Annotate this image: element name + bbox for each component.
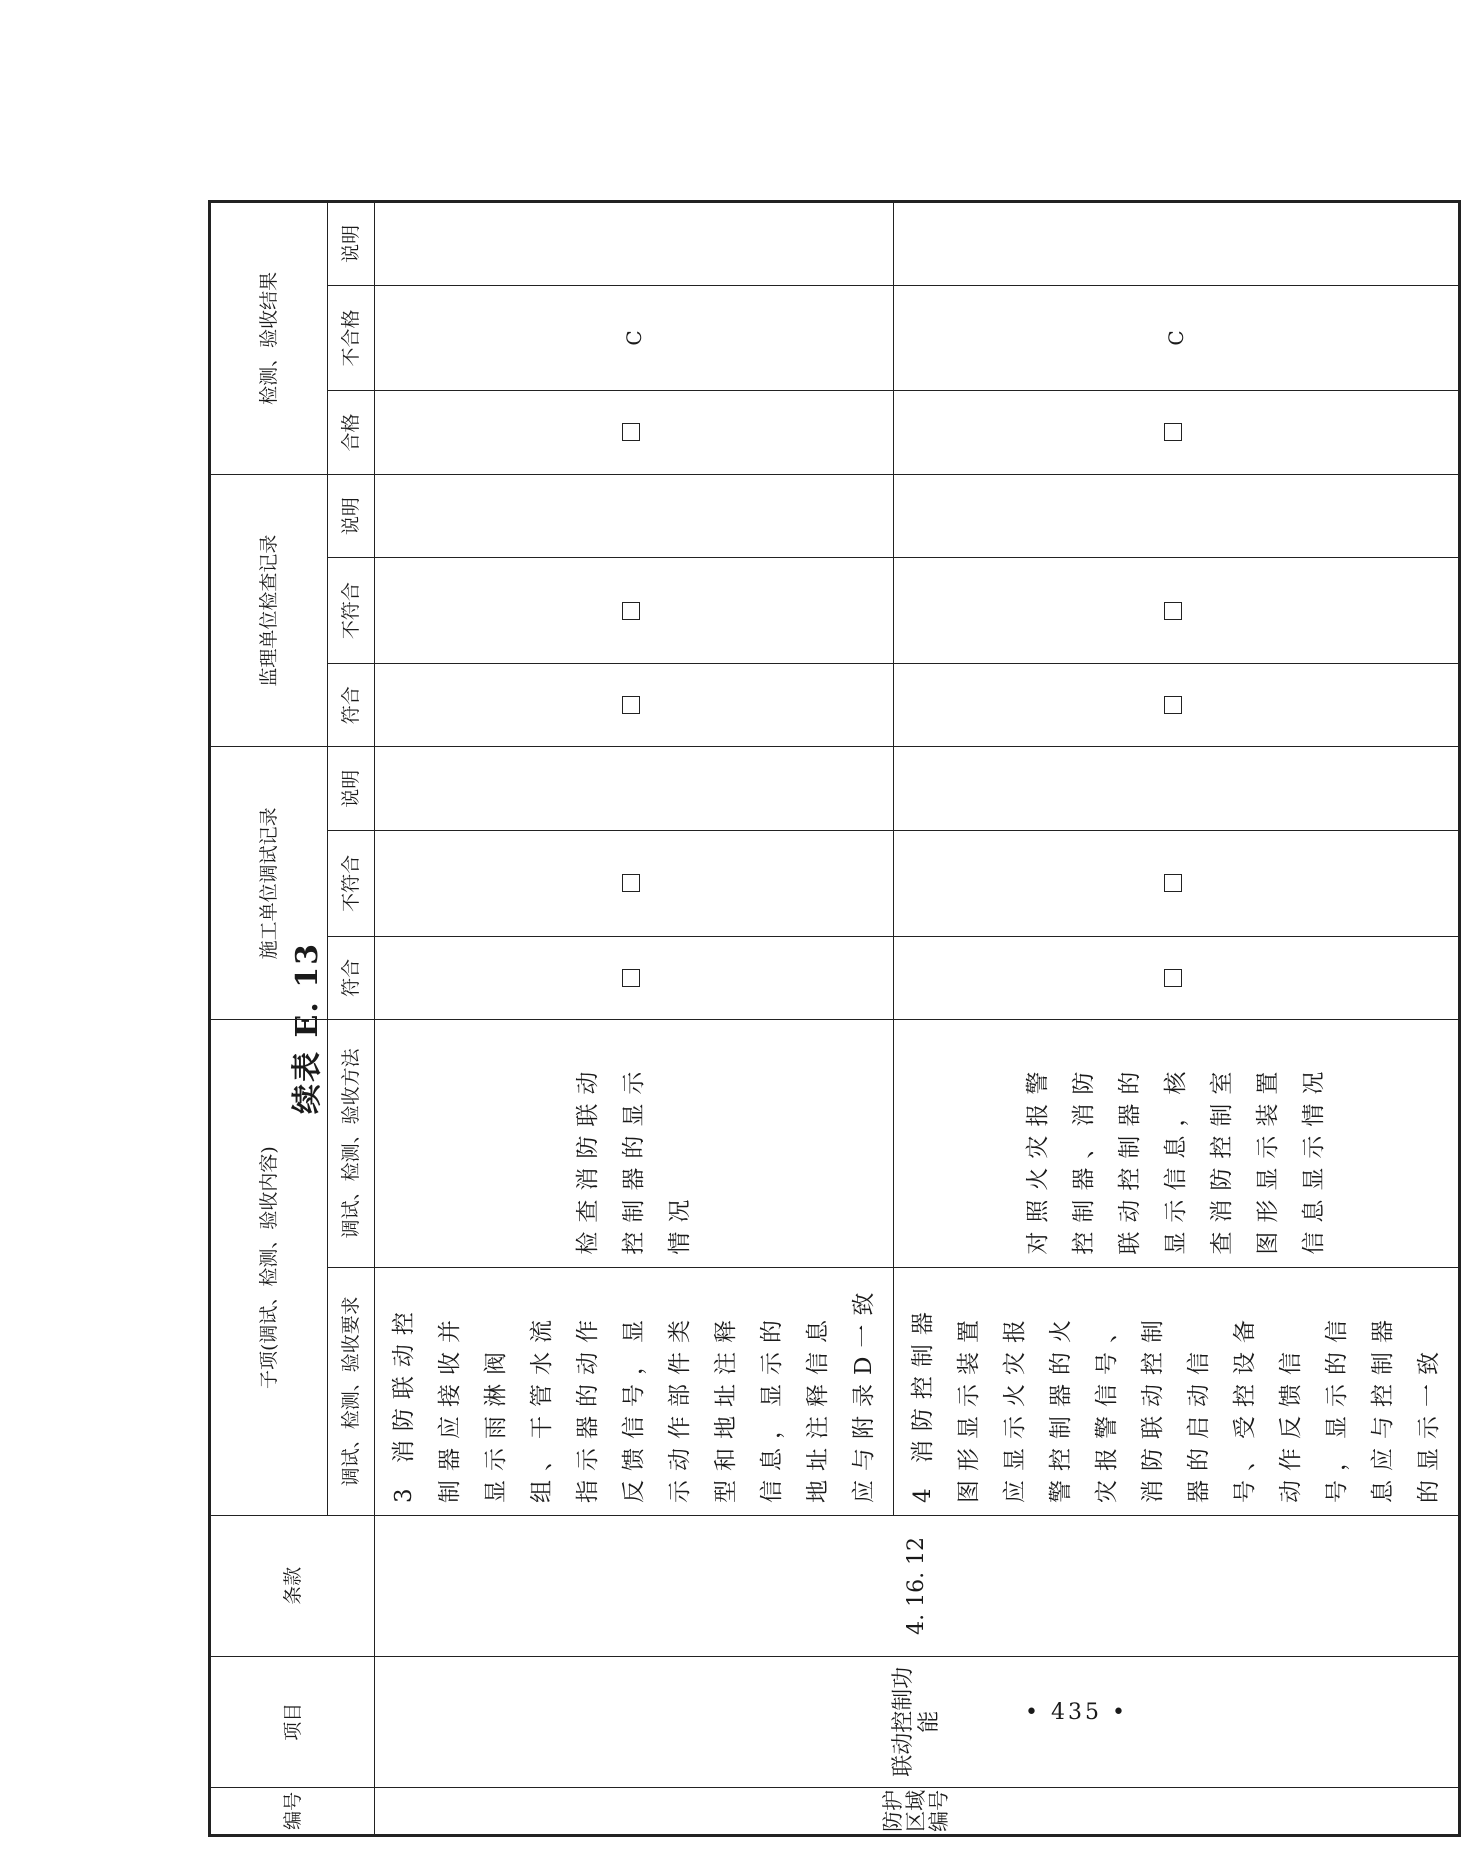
note-cell <box>375 474 894 558</box>
unqualified-mark: C <box>894 285 1460 391</box>
header-supervision: 监理单位检查记录 <box>210 474 328 747</box>
unqualified-mark: C <box>375 285 894 391</box>
header-inspection: 检测、验收结果 <box>210 202 328 475</box>
checkbox-cell <box>894 663 1460 747</box>
supervision-nonconform-checkbox[interactable] <box>622 602 640 620</box>
checkbox-cell <box>375 558 894 664</box>
requirement-cell: 4 消防控制器图形显示装置应显示火灾报警控制器的火灾报警信号、消防联动控制器的启动信号、受控设备动作反馈信号，显示的信息应与控制器的显示一致 <box>894 1267 1460 1515</box>
qualified-checkbox[interactable] <box>1164 424 1182 442</box>
header-construction-conform: 符合 <box>328 936 375 1020</box>
checkbox-cell <box>375 391 894 475</box>
zone-label: 防护区域编号 <box>375 1787 1460 1835</box>
checkbox-cell <box>894 936 1460 1020</box>
requirement-cell: 3 消防联动控制器应接收并显示雨淋阀组、干管水流指示器的动作反馈信号，显示动作部件类型和地址注释信息，显示的地址注释信息应与附录D一致 <box>375 1267 894 1515</box>
header-construction-note: 说明 <box>328 747 375 831</box>
table-title: 续表 E. 13 <box>290 942 325 1114</box>
header-number: 编号 <box>210 1787 375 1835</box>
project-cell: 联动控制功能 <box>375 1656 1460 1787</box>
construction-nonconform-checkbox[interactable] <box>622 874 640 892</box>
construction-conform-checkbox[interactable] <box>1164 969 1182 987</box>
qualified-checkbox[interactable] <box>622 424 640 442</box>
header-inspection-note: 说明 <box>328 202 375 286</box>
supervision-conform-checkbox[interactable] <box>622 696 640 714</box>
header-qualified: 合格 <box>328 391 375 475</box>
header-requirement: 调试、检测、验收要求 <box>328 1267 375 1515</box>
note-cell <box>894 202 1460 286</box>
note-cell <box>375 747 894 831</box>
table-row <box>375 202 894 1836</box>
checkbox-cell <box>375 663 894 747</box>
checkbox-cell <box>375 831 894 937</box>
note-cell <box>894 474 1460 558</box>
acceptance-table <box>208 200 1461 1837</box>
construction-conform-checkbox[interactable] <box>622 969 640 987</box>
checkbox-cell <box>375 936 894 1020</box>
checkbox-cell <box>894 391 1460 475</box>
header-supervision-note: 说明 <box>328 474 375 558</box>
page-number: • 435 • <box>1025 1700 1128 1725</box>
acceptance-table-wrapper <box>208 200 1442 1837</box>
checkbox-cell <box>894 831 1460 937</box>
header-construction: 施工单位调试记录 <box>210 747 328 1020</box>
header-supervision-nonconform: 不符合 <box>328 558 375 664</box>
header-supervision-conform: 符合 <box>328 663 375 747</box>
note-cell <box>375 202 894 286</box>
method-cell: 检查消防联动控制器的显示情况 <box>375 1020 894 1267</box>
supervision-nonconform-checkbox[interactable] <box>1164 602 1182 620</box>
header-construction-nonconform: 不符合 <box>328 831 375 937</box>
header-unqualified: 不合格 <box>328 285 375 391</box>
header-project: 项目 <box>210 1656 375 1787</box>
method-cell: 对照火灾报警控制器、消防联动控制器的显示信息，核查消防控制室图形显示装置信息显示情况 <box>894 1020 1460 1267</box>
header-subitem: 子项(调试、检测、验收内容) <box>210 1020 328 1516</box>
supervision-conform-checkbox[interactable] <box>1164 696 1182 714</box>
clause-cell: 4. 16. 12 <box>375 1516 1460 1657</box>
header-method: 调试、检测、验收方法 <box>328 1020 375 1267</box>
header-clause: 条款 <box>210 1516 375 1657</box>
note-cell <box>894 747 1460 831</box>
construction-nonconform-checkbox[interactable] <box>1164 874 1182 892</box>
checkbox-cell <box>894 558 1460 664</box>
